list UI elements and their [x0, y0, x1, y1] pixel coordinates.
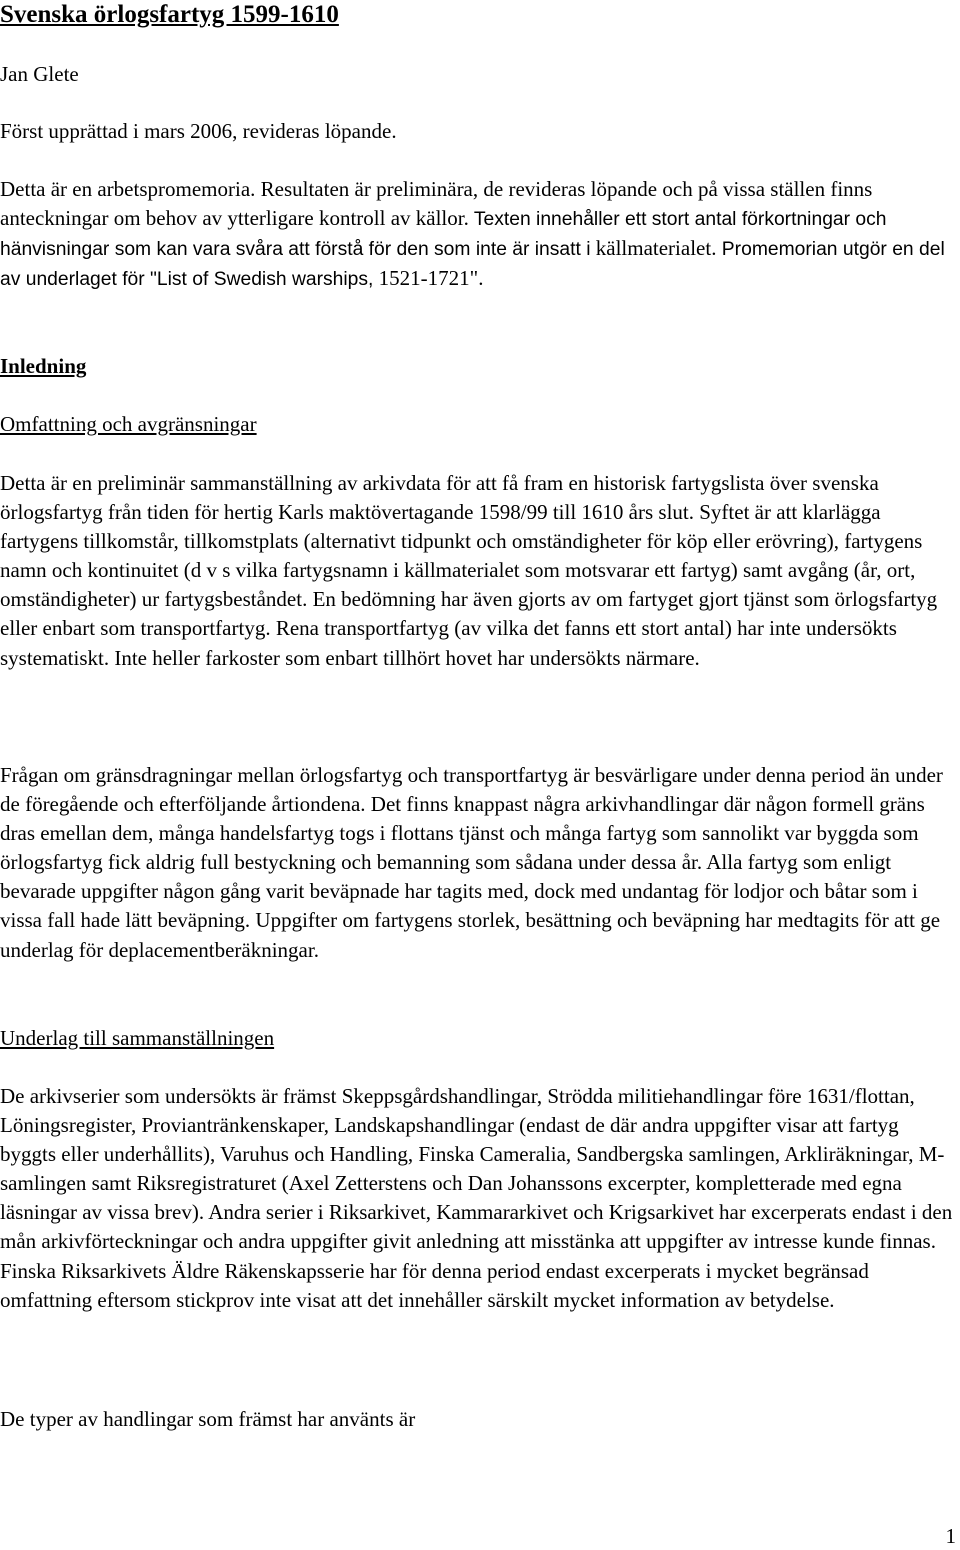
intro-paragraph — [0, 175, 958, 294]
section-heading-inledning: Inledning — [0, 354, 87, 378]
intro-serif-text-3: 1521-1721". — [373, 266, 484, 291]
intro-serif-text: Detta är en arbetspromemoria. Resultaten är preliminära, de revideras löpande och på vissa ställen finns anteckningar om behov av ytterligare kontroll av källor. — [0, 177, 873, 231]
intro-sans-text-2: Promemorian utgör en del av underlaget för "List of Swedish warships, — [0, 239, 945, 291]
subsection-heading-sources: Underlag till sammanställningen — [0, 1026, 275, 1050]
page-number: 1 — [945, 1524, 956, 1548]
intro-sans-text-1: Texten innehåller ett stort antal förkortningar och hänvisningar som kan vara svåra att förstå för den som inte är insatt i — [0, 209, 887, 261]
subsection-heading-scope: Omfattning och avgränsningar — [0, 412, 257, 436]
author-line: Jan Glete — [0, 62, 79, 86]
sources-paragraph-1: De arkivserier som undersökts är främst Skeppsgårdshandlingar, Strödda militiehandlingar före 1631/flottan, Löningsregister, Proviantränkenskaper, Landskapshandlingar (endast de där andra uppgifter visar att fartyg byggts eller underhållits), Varuhus och Handling, Finska Cameralia, Sandbergska samlingen, Arkliräkningar, M-samlingen samt Riksregistraturet (Axel Zetterstens och Dan Johanssons excerpter, kompletterade med egna läsningar av vissa brev). Andra serier i Riksarkivet, Kammararkivet och Krigsarkivet har excerperats endast i den mån arkivförteckningar och andra uppgifter givit anledning att misstänka att uppgifter av intresse kunde finnas. Finska Riksarkivets Äldre Räkenskapsserie har för denna period endast excerperats i mycket begränsad omfattning eftersom stickprov inte visat att det innehåller särskilt mycket information av betydelse. — [0, 1084, 953, 1312]
scope-paragraph-2: Frågan om gränsdragningar mellan örlogsfartyg och transportfartyg är besvärligare under denna period än under de föregående och efterföljande årtiondena. Det finns knappast några arkivhandlingar där någon formell gräns dras emellan dem, många handelsfartyg togs i flottans tjänst och många fartyg som sannolikt var byggda som örlogsfartyg fick aldrig full bestyckning och bemanning som sådana under dessa år. Alla fartyg som enligt bevarade uppgifter någon gång varit beväpnade har tagits med, dock med undantag för lodjor och båtar som i vissa fall hade lätt beväpning. Uppgifter om fartygens storlek, besättning och beväpning har medtagits för att ge underlag för deplacementberäkningar. — [0, 763, 943, 962]
scope-paragraph-1: Detta är en preliminär sammanställning av arkivdata för att få fram en historisk fartygslista över svenska örlogsfartyg från tiden för hertig Karls maktövertagande 1598/99 till 1610 års slut. Syftet är att klarlägga fartygens tillkomstår, tillkomstplats (alternativt tidpunkt och omständigheter för köp eller erövring), fartygens namn och kontinuitet (d v s vilka fartygsnamn i källmaterialet som motsvarar ett fartyg) samt avgång (år, ort, omständigheter) ur fartygsbeståndet. En bedömning har även gjorts av om fartyget gjort tjänst som örlogsfartyg eller enbart som transportfartyg. Rena transportfartyg (av vilka det fanns ett stort antal) har inte undersökts systematiskt. Inte heller farkoster som enbart tillhört hovet har undersökts närmare. — [0, 471, 938, 670]
document-title: Svenska örlogsfartyg 1599-1610 — [0, 1, 339, 28]
intro-serif-text-2: källmaterialet. — [590, 236, 717, 261]
sources-paragraph-2: De typer av handlingar som främst har använts är — [0, 1407, 416, 1431]
created-line: Först upprättad i mars 2006, revideras löpande. — [0, 119, 397, 143]
